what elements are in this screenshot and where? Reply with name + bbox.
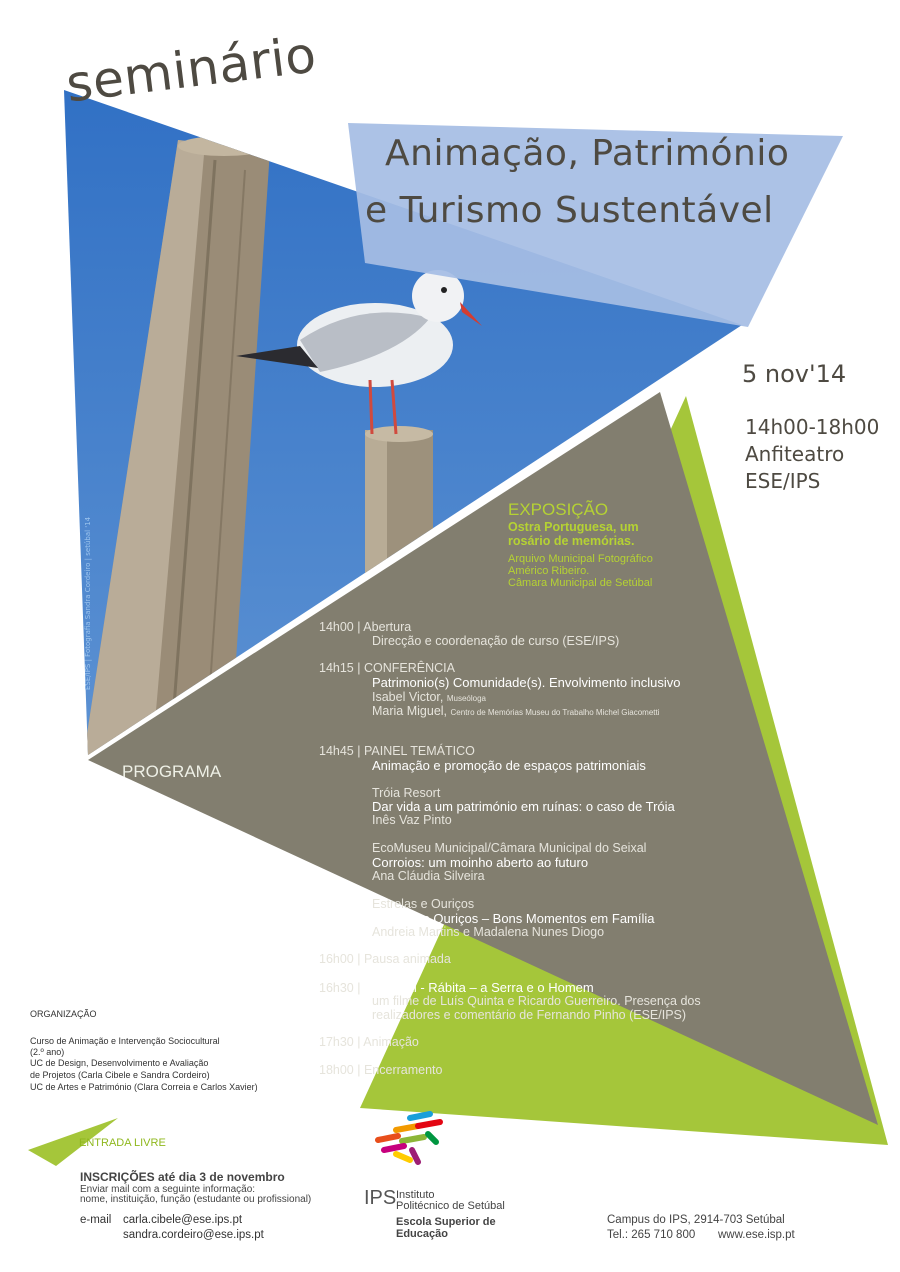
speaker-name: Maria Miguel, xyxy=(372,704,448,718)
email-link-2[interactable]: sandra.cordeiro@ese.ips.pt xyxy=(123,1229,264,1241)
ips-logo-icon xyxy=(378,1114,440,1162)
event-date: 5 nov'14 xyxy=(742,360,847,388)
photo-credit: ESE/IPS | Fotografia Sandra Cordeiro | setúbal '14 xyxy=(84,516,92,690)
event-place-2: ESE/IPS xyxy=(745,469,821,493)
contact-tel: Tel.: 265 710 800 xyxy=(607,1229,696,1241)
seminar-label: seminário xyxy=(63,25,320,114)
event-time: 14h00-18h00 xyxy=(745,415,880,439)
title-line-1: Animação, Património xyxy=(385,133,790,174)
ips-line: Educação xyxy=(396,1228,448,1240)
ips-line: Escola Superior de xyxy=(396,1216,496,1228)
exposicao-title: EXPOSIÇÃO xyxy=(508,500,609,519)
panel-who: Inês Vaz Pinto xyxy=(372,813,452,827)
program-row: 16h00 | Pausa animada xyxy=(319,952,451,966)
panel-who: Andreia Martins e Madalena Nunes Diogo xyxy=(372,925,605,939)
program-row: 17h30 | Animação xyxy=(319,1035,419,1049)
program-label: Abertura xyxy=(363,620,412,634)
program-time: 18h00 xyxy=(319,1063,354,1077)
program-time: 14h00 xyxy=(319,620,354,634)
panel-org: Tróia Resort xyxy=(372,786,441,800)
speaker-role: Museóloga xyxy=(446,694,486,703)
panel-title: Dar vida a um património em ruínas: o caso de Tróia xyxy=(372,799,675,814)
ips-line: Instituto xyxy=(396,1189,435,1201)
program-row: 16h30 | FILME Al - Rábita – a Serra e o Homem xyxy=(319,980,594,995)
exposicao-subtitle xyxy=(508,520,688,548)
exposicao-line: Arquivo Municipal Fotográfico xyxy=(508,553,653,565)
exposicao-subtitle-1: Ostra Portuguesa, um xyxy=(508,520,639,534)
program-label: CONFERÊNCIA xyxy=(363,661,455,675)
program-row: 18h00 | Encerramento xyxy=(319,1063,443,1077)
program-title: Animação e promoção de espaços patrimoniais xyxy=(372,758,646,773)
program-time: 14h45 xyxy=(319,744,354,758)
program-label: Encerramento xyxy=(363,1063,443,1077)
program-detail: realizadores e comentário de Fernando Pinho (ESE/IPS) xyxy=(372,1008,687,1022)
exposicao-subtitle-2: rosário de memórias. xyxy=(508,534,635,548)
program-detail: um filme de Luís Quinta e Ricardo Guerreiro. Presença dos xyxy=(372,994,701,1008)
program-detail: Direcção e coordenação de curso (ESE/IPS) xyxy=(372,634,620,648)
program-title: Patrimonio(s) Comunidade(s). Envolvimento inclusivo xyxy=(372,675,681,690)
organizacao-title: ORGANIZAÇÃO xyxy=(30,1009,97,1019)
entrada-livre: ENTRADA LIVRE xyxy=(79,1137,166,1149)
inscricoes-line: nome, instituição, função (estudante ou profissional) xyxy=(80,1194,312,1205)
organizacao-line: UC de Design, Desenvolvimento e Avaliação xyxy=(30,1058,209,1068)
program-time: 14h15 xyxy=(319,661,354,675)
contact-address: Campus do IPS, 2914-703 Setúbal xyxy=(607,1214,785,1226)
program-time: 17h30 xyxy=(319,1035,354,1049)
program-label: PAINEL TEMÁTICO xyxy=(363,744,475,758)
ips-acronym: IPS xyxy=(364,1187,397,1209)
program-label: Pausa animada xyxy=(363,952,451,966)
title-line-2: e Turismo Sustentável xyxy=(365,190,774,231)
organizacao-line: Curso de Animação e Intervenção Sociocultural xyxy=(30,1036,220,1046)
program-label: Animação xyxy=(363,1035,419,1049)
programa-label: PROGRAMA xyxy=(122,762,222,781)
program-speaker xyxy=(372,704,660,718)
contact-web[interactable]: www.ese.isp.pt xyxy=(718,1229,795,1241)
program-row: 14h00 | Abertura xyxy=(319,620,412,634)
program-label: FILME Al - Rábita – a Serra e o Homem xyxy=(363,980,594,995)
program-time: 16h30 xyxy=(319,981,354,995)
organizacao-line: de Projetos (Carla Cibele e Sandra Cordeiro) xyxy=(30,1070,210,1080)
speaker-role: Centro de Memórias Museu do Trabalho Michel Giacometti xyxy=(450,708,660,717)
program-row: 14h45 | PAINEL TEMÁTICO xyxy=(319,744,475,758)
ips-line: Politécnico de Setúbal xyxy=(396,1200,505,1212)
organizacao-line: UC de Artes e Património (Clara Correia e Carlos Xavier) xyxy=(30,1082,258,1092)
email-link-1[interactable]: carla.cibele@ese.ips.pt xyxy=(123,1214,243,1226)
panel-org: Estrelas e Ouriços xyxy=(372,897,475,911)
panel-title: Estrelas e Ouriços – Bons Momentos em Família xyxy=(372,911,655,926)
panel-title: Corroios: um moinho aberto ao futuro xyxy=(372,855,589,870)
event-place-1: Anfiteatro xyxy=(745,442,845,466)
panel-who: Ana Cláudia Silveira xyxy=(372,869,485,883)
inscricoes-line: Enviar mail com a seguinte informação: xyxy=(80,1184,256,1195)
email-label: e-mail xyxy=(80,1214,112,1226)
program-speaker xyxy=(372,690,486,704)
program-row: 14h15 | CONFERÊNCIA xyxy=(319,661,455,675)
exposicao-line: Câmara Municipal de Setúbal xyxy=(508,577,653,589)
program-time: 16h00 xyxy=(319,952,354,966)
exposicao-line: Américo Ribeiro. xyxy=(508,565,590,577)
speaker-name: Isabel Victor, xyxy=(372,690,444,704)
organizacao-line: (2.º ano) xyxy=(30,1047,65,1057)
inscricoes-title: INSCRIÇÕES até dia 3 de novembro xyxy=(80,1170,285,1184)
panel-org: EcoMuseu Municipal/Câmara Municipal do Seixal xyxy=(372,841,647,855)
